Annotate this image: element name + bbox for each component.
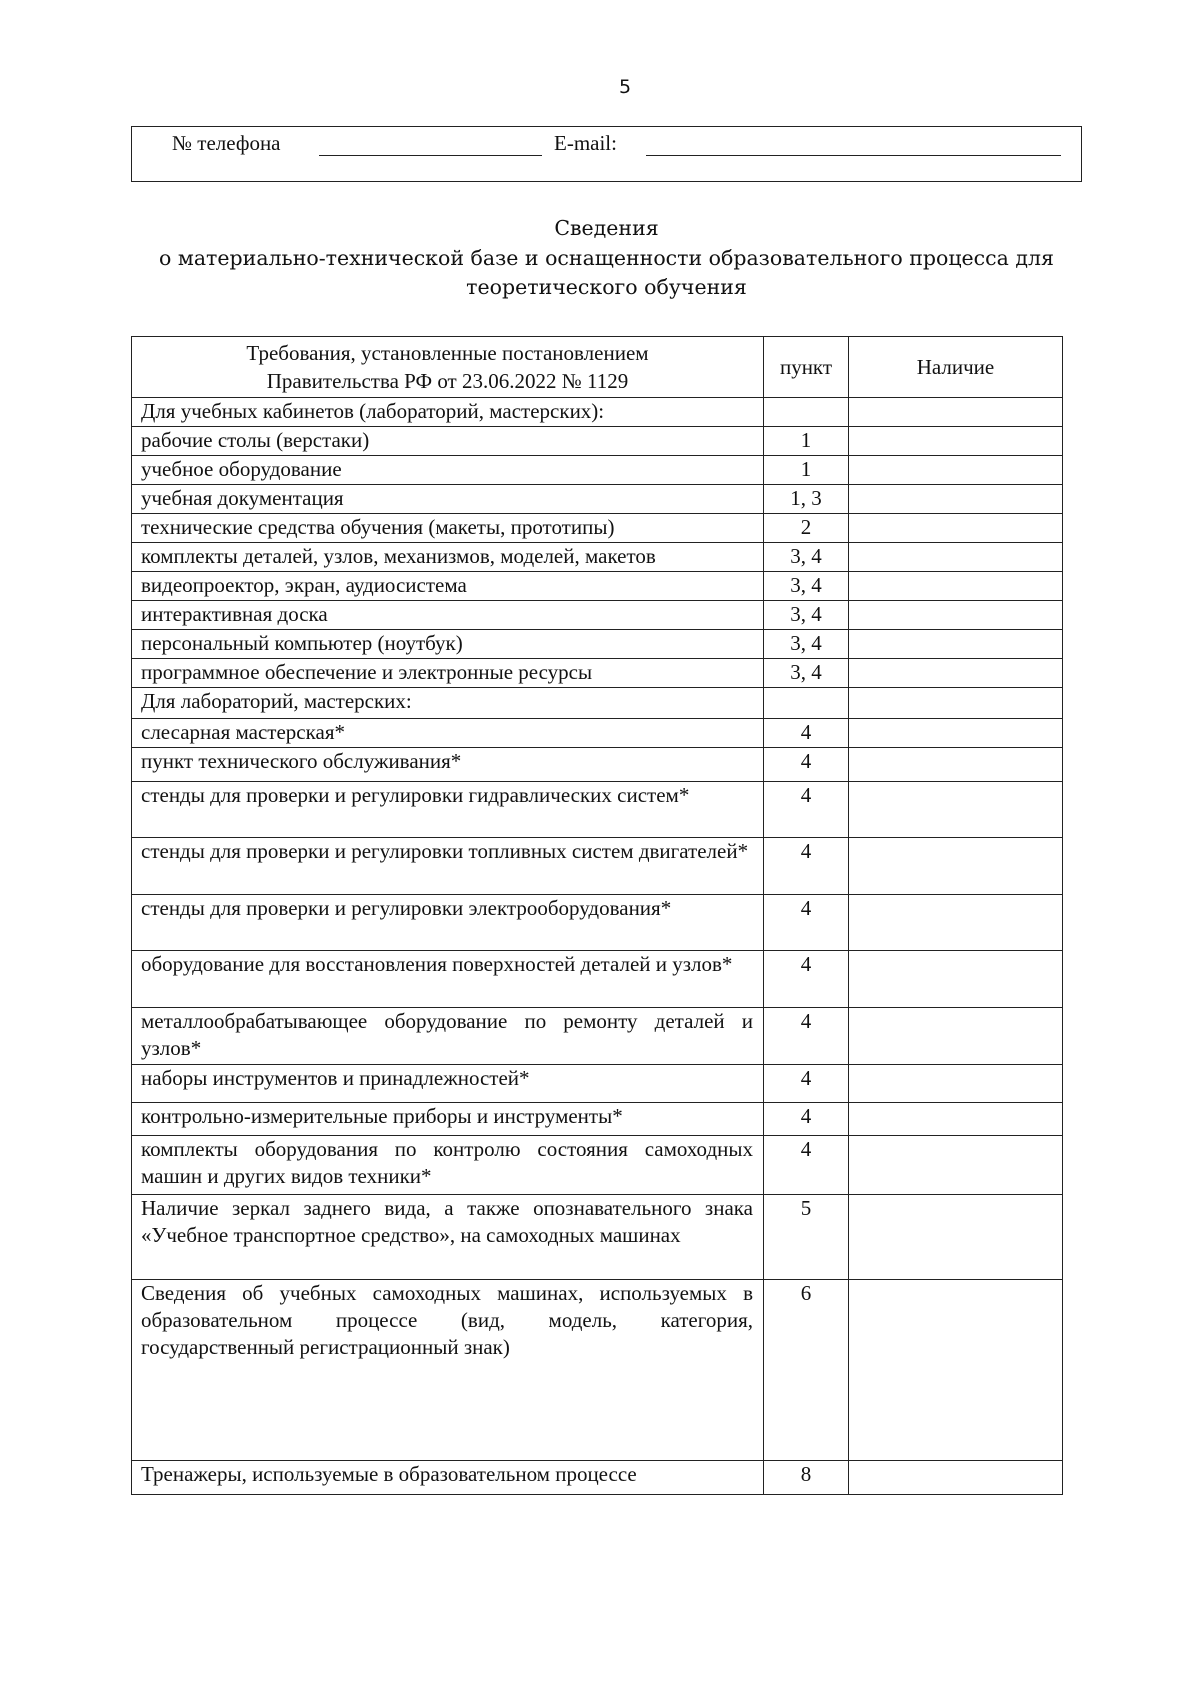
nalichie-cell[interactable] bbox=[849, 1103, 1063, 1136]
nalichie-cell[interactable] bbox=[849, 838, 1063, 895]
table-row bbox=[132, 572, 1063, 601]
table-row bbox=[132, 427, 1063, 456]
table-row bbox=[132, 514, 1063, 543]
table-row bbox=[132, 1103, 1063, 1136]
punkt-cell: 4 bbox=[764, 719, 849, 748]
nalichie-cell[interactable] bbox=[849, 659, 1063, 688]
nalichie-cell[interactable] bbox=[849, 719, 1063, 748]
requirement-cell: программное обеспечение и электронные ресурсы bbox=[132, 659, 764, 688]
punkt-cell: 3, 4 bbox=[764, 659, 849, 688]
table-row bbox=[132, 1008, 1063, 1065]
requirement-cell: видеопроектор, экран, аудиосистема bbox=[132, 572, 764, 601]
nalichie-cell[interactable] bbox=[849, 543, 1063, 572]
nalichie-cell[interactable] bbox=[849, 572, 1063, 601]
requirement-cell: интерактивная доска bbox=[132, 601, 764, 630]
nalichie-cell[interactable] bbox=[849, 601, 1063, 630]
table-row bbox=[132, 688, 1063, 719]
table-row bbox=[132, 543, 1063, 572]
table-row bbox=[132, 601, 1063, 630]
requirement-cell: комплекты оборудования по контролю состояния самоходных машин и других видов техники* bbox=[132, 1136, 764, 1195]
punkt-cell: 4 bbox=[764, 1103, 849, 1136]
nalichie-cell[interactable] bbox=[849, 485, 1063, 514]
email-label: E-mail: bbox=[554, 131, 617, 155]
requirement-cell: стенды для проверки и регулировки электрооборудования* bbox=[132, 895, 764, 951]
nalichie-cell[interactable] bbox=[849, 782, 1063, 838]
email-field[interactable] bbox=[646, 155, 1061, 156]
table-row bbox=[132, 719, 1063, 748]
punkt-cell: 3, 4 bbox=[764, 543, 849, 572]
nalichie-cell[interactable] bbox=[849, 951, 1063, 1008]
table-row bbox=[132, 630, 1063, 659]
nalichie-cell[interactable] bbox=[849, 1280, 1063, 1461]
punkt-cell: 4 bbox=[764, 782, 849, 838]
nalichie-cell[interactable] bbox=[849, 895, 1063, 951]
punkt-cell: 4 bbox=[764, 1136, 849, 1195]
requirement-cell: слесарная мастерская* bbox=[132, 719, 764, 748]
requirement-cell: Наличие зеркал заднего вида, а также опознавательного знака «Учебное транспортное средство», на самоходных машинах bbox=[132, 1195, 764, 1280]
requirement-cell: наборы инструментов и принадлежностей* bbox=[132, 1065, 764, 1103]
requirement-cell: стенды для проверки и регулировки гидравлических систем* bbox=[132, 782, 764, 838]
requirement-cell: пункт технического обслуживания* bbox=[132, 748, 764, 782]
section-heading bbox=[131, 214, 1082, 303]
heading-title: Сведения bbox=[554, 216, 659, 240]
punkt-cell: 4 bbox=[764, 748, 849, 782]
nalichie-cell[interactable] bbox=[849, 688, 1063, 719]
table-row bbox=[132, 895, 1063, 951]
nalichie-cell[interactable] bbox=[849, 514, 1063, 543]
punkt-cell: 4 bbox=[764, 838, 849, 895]
punkt-cell: 4 bbox=[764, 1065, 849, 1103]
requirement-cell: металлообрабатывающее оборудование по ремонту деталей и узлов* bbox=[132, 1008, 764, 1065]
header-requirement: Требования, установленные постановлением Правительства РФ от 23.06.2022 № 1129 bbox=[132, 337, 764, 398]
nalichie-cell[interactable] bbox=[849, 398, 1063, 427]
punkt-cell: 5 bbox=[764, 1195, 849, 1280]
table-row bbox=[132, 1136, 1063, 1195]
punkt-cell: 1, 3 bbox=[764, 485, 849, 514]
requirements-table bbox=[131, 336, 1063, 1495]
punkt-cell: 3, 4 bbox=[764, 601, 849, 630]
requirement-cell: стенды для проверки и регулировки топливных систем двигателей* bbox=[132, 838, 764, 895]
punkt-cell: 1 bbox=[764, 456, 849, 485]
nalichie-cell[interactable] bbox=[849, 1136, 1063, 1195]
punkt-cell bbox=[764, 688, 849, 719]
table-row bbox=[132, 838, 1063, 895]
nalichie-cell[interactable] bbox=[849, 456, 1063, 485]
table-row bbox=[132, 1280, 1063, 1461]
table-header-row bbox=[132, 337, 1063, 398]
requirement-cell: оборудование для восстановления поверхностей деталей и узлов* bbox=[132, 951, 764, 1008]
punkt-cell: 3, 4 bbox=[764, 572, 849, 601]
contact-box bbox=[131, 126, 1082, 182]
requirement-cell: персональный компьютер (ноутбук) bbox=[132, 630, 764, 659]
header-punkt: пункт bbox=[764, 337, 849, 398]
punkt-cell: 8 bbox=[764, 1461, 849, 1495]
table-row bbox=[132, 748, 1063, 782]
table-row bbox=[132, 456, 1063, 485]
page-number: 5 bbox=[618, 76, 632, 98]
punkt-cell: 3, 4 bbox=[764, 630, 849, 659]
heading-subtitle-line1: о материально-технической базе и оснащенности образовательного процесса для bbox=[159, 245, 1054, 270]
header-nalichie: Наличие bbox=[849, 337, 1063, 398]
table-row bbox=[132, 1195, 1063, 1280]
requirement-cell: комплекты деталей, узлов, механизмов, моделей, макетов bbox=[132, 543, 764, 572]
requirement-cell: Для учебных кабинетов (лабораторий, мастерских): bbox=[132, 398, 764, 427]
table-row bbox=[132, 782, 1063, 838]
requirement-cell: учебная документация bbox=[132, 485, 764, 514]
nalichie-cell[interactable] bbox=[849, 1065, 1063, 1103]
table-row bbox=[132, 1461, 1063, 1495]
phone-field[interactable] bbox=[319, 155, 542, 156]
punkt-cell: 4 bbox=[764, 1008, 849, 1065]
nalichie-cell[interactable] bbox=[849, 630, 1063, 659]
requirement-cell: технические средства обучения (макеты, прототипы) bbox=[132, 514, 764, 543]
nalichie-cell[interactable] bbox=[849, 748, 1063, 782]
nalichie-cell[interactable] bbox=[849, 427, 1063, 456]
punkt-cell: 1 bbox=[764, 427, 849, 456]
nalichie-cell[interactable] bbox=[849, 1195, 1063, 1280]
requirement-cell: учебное оборудование bbox=[132, 456, 764, 485]
requirement-cell: Тренажеры, используемые в образовательном процессе bbox=[132, 1461, 764, 1495]
nalichie-cell[interactable] bbox=[849, 1461, 1063, 1495]
phone-label: № телефона bbox=[172, 131, 281, 155]
punkt-cell: 6 bbox=[764, 1280, 849, 1461]
punkt-cell bbox=[764, 398, 849, 427]
table-row bbox=[132, 398, 1063, 427]
punkt-cell: 2 bbox=[764, 514, 849, 543]
nalichie-cell[interactable] bbox=[849, 1008, 1063, 1065]
heading-subtitle-line2: теоретического обучения bbox=[466, 275, 747, 299]
punkt-cell: 4 bbox=[764, 895, 849, 951]
table-row bbox=[132, 951, 1063, 1008]
requirement-cell: контрольно-измерительные приборы и инструменты* bbox=[132, 1103, 764, 1136]
table-row bbox=[132, 485, 1063, 514]
table-row bbox=[132, 659, 1063, 688]
table-row bbox=[132, 1065, 1063, 1103]
punkt-cell: 4 bbox=[764, 951, 849, 1008]
requirement-cell: Для лабораторий, мастерских: bbox=[132, 688, 764, 719]
requirement-cell: Сведения об учебных самоходных машинах, используемых в образовательном процессе (вид, модель, категория, государственный регистрационный знак) bbox=[132, 1280, 764, 1461]
requirement-cell: рабочие столы (верстаки) bbox=[132, 427, 764, 456]
